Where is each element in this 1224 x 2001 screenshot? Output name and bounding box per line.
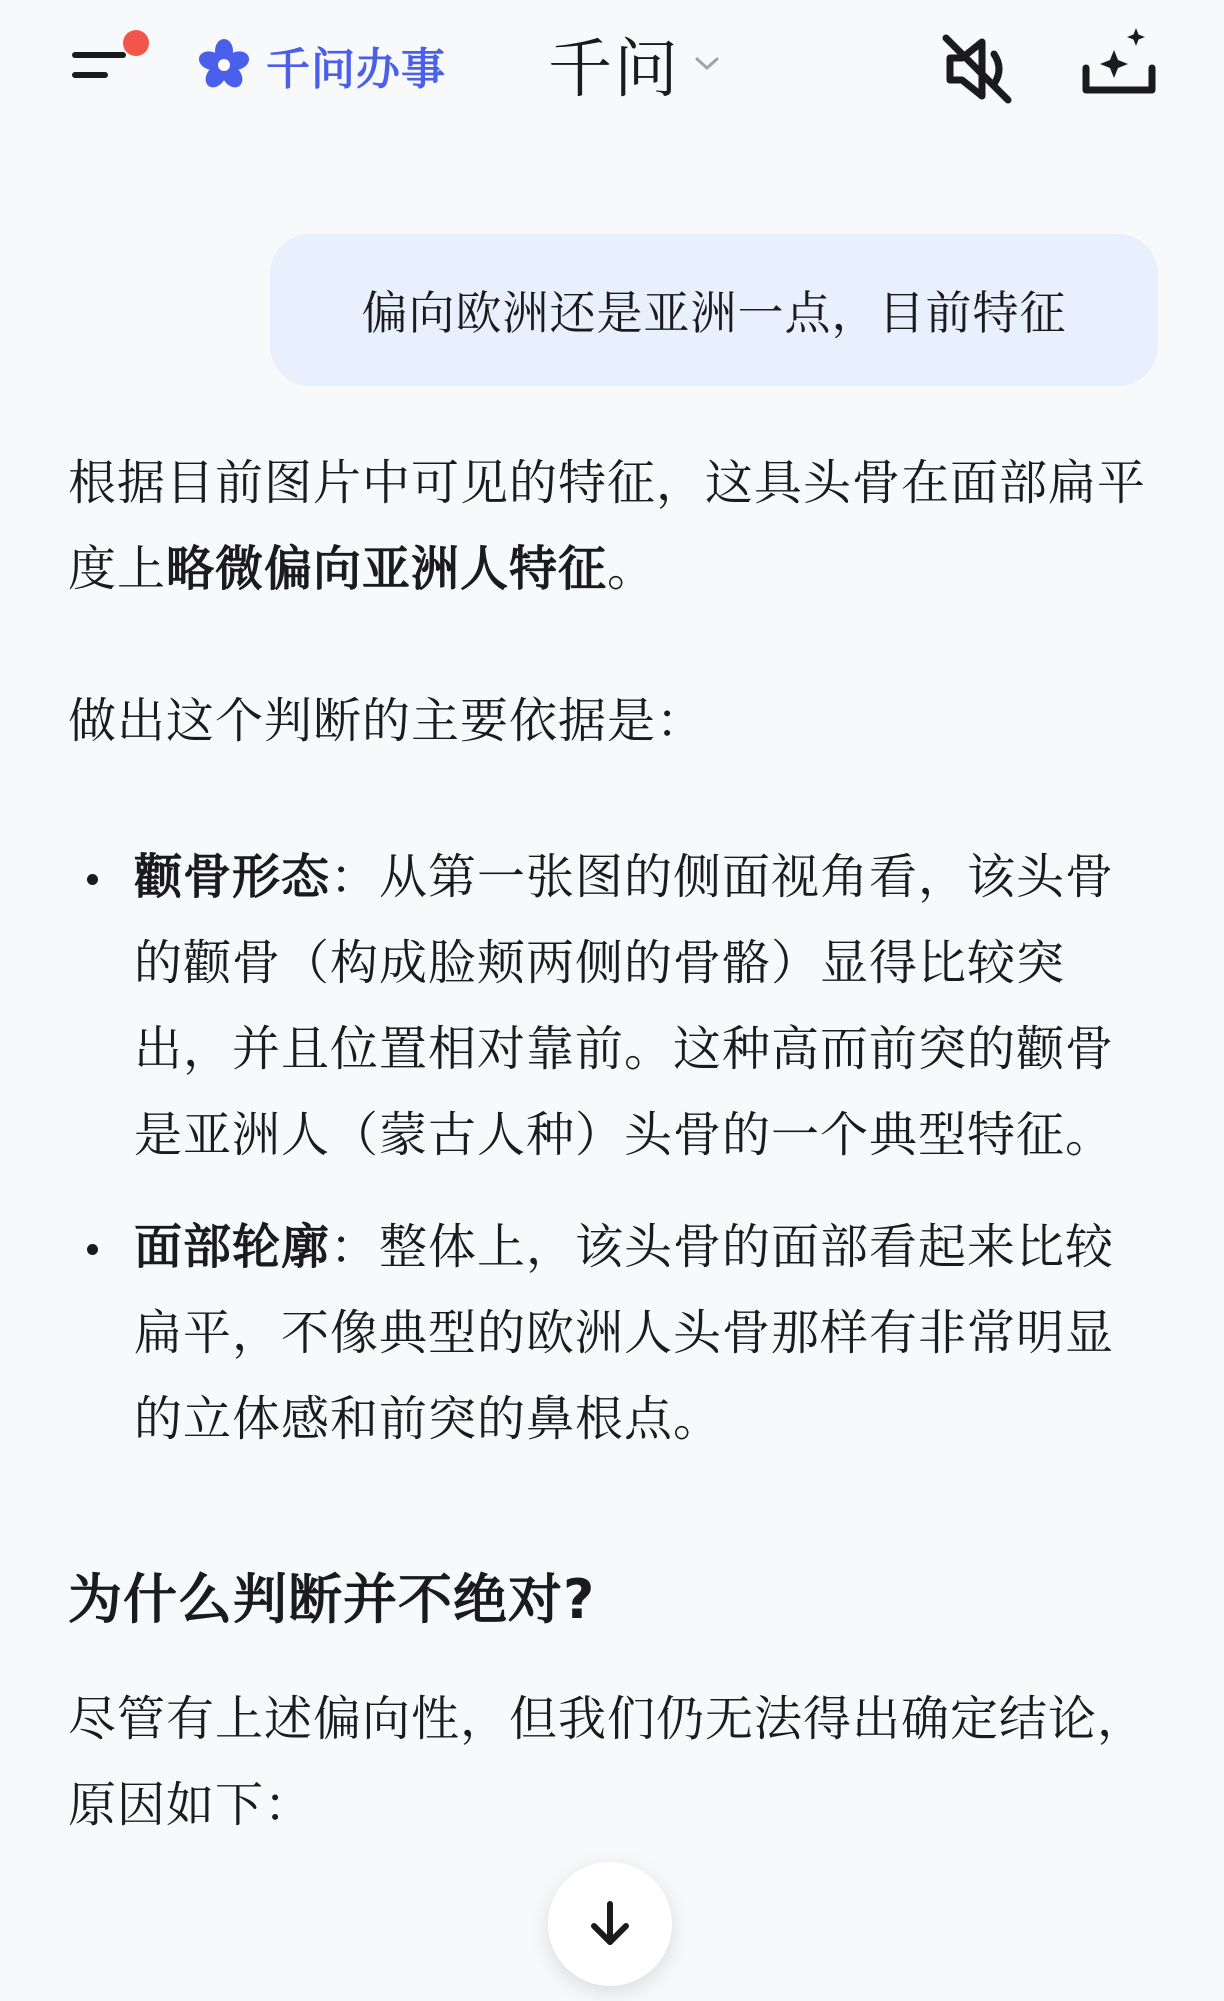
chevron-down-icon xyxy=(694,56,720,72)
answer-intro xyxy=(68,440,1148,612)
top-bar xyxy=(0,0,1224,130)
bullet-text: ：整体上，该头骨的面部看起来比较扁平，不像典型的欧洲人头骨那样有非常明显的立体感和前突的鼻根点。 xyxy=(134,1219,1115,1447)
user-message-bubble xyxy=(270,234,1158,386)
answer-intro-suffix: 。 xyxy=(607,541,657,597)
bullet-dot xyxy=(87,874,98,885)
bullet-title: 颧骨形态 xyxy=(134,849,331,905)
page-title: 千问 xyxy=(548,33,680,107)
basis-list xyxy=(68,834,1148,1462)
answer-basis-line: 做出这个判断的主要依据是： xyxy=(68,693,706,749)
section-heading: 为什么判断并不绝对? xyxy=(68,1568,596,1631)
answer-closing: 尽管有上述偏向性，但我们仍无法得出确定结论，原因如下： xyxy=(68,1691,1147,1833)
speaker-muted-icon xyxy=(932,24,1022,114)
model-selector[interactable] xyxy=(548,22,720,106)
menu-button[interactable] xyxy=(60,28,150,98)
sparkle-compose-icon xyxy=(1074,20,1164,110)
answer-intro-prefix: 根据目前图片中可见的特征，这具头骨在面部扁平度上 xyxy=(68,455,1147,597)
list-item xyxy=(68,834,1148,1178)
brand-label: 千问办事 xyxy=(266,44,446,95)
arrow-down-icon xyxy=(584,1898,636,1950)
bullet-text: ：从第一张图的侧面视角看，该头骨的颧骨（构成脸颊两侧的骨骼）显得比较突出，并且位置相对靠前。这种高而前突的颧骨是亚洲人（蒙古人种）头骨的一个典型特征。 xyxy=(134,849,1115,1163)
menu-icon xyxy=(72,42,128,86)
bullet-title: 面部轮廓 xyxy=(134,1219,331,1275)
mute-button[interactable] xyxy=(932,24,1022,114)
assistant-answer xyxy=(68,440,1148,1848)
notification-dot xyxy=(123,30,149,56)
brand-button[interactable] xyxy=(196,30,446,100)
list-item xyxy=(68,1204,1148,1462)
answer-intro-bold: 略微偏向亚洲人特征 xyxy=(166,541,608,597)
new-chat-button[interactable] xyxy=(1074,20,1164,110)
brand-logo-icon xyxy=(196,37,252,93)
bullet-dot xyxy=(87,1244,98,1255)
scroll-to-bottom-button[interactable] xyxy=(548,1862,672,1986)
user-message-text: 偏向欧洲还是亚洲一点，目前特征 xyxy=(361,286,1067,340)
